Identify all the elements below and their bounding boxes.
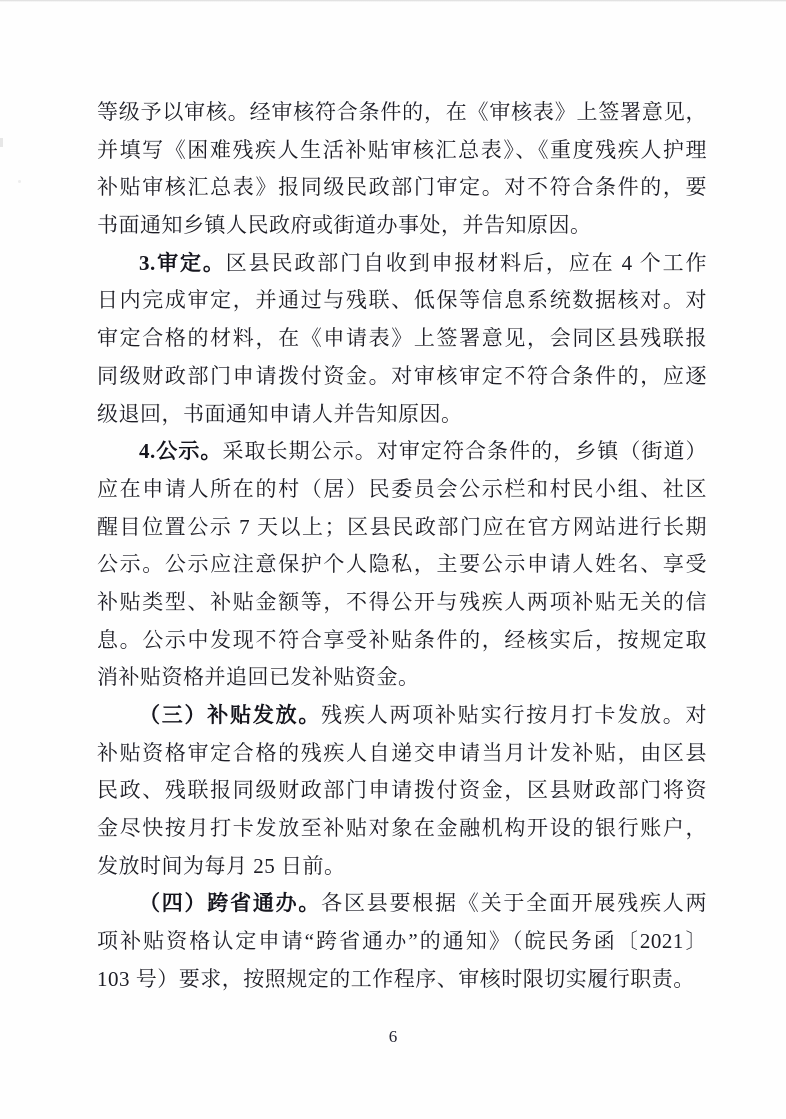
scan-speck: [18, 180, 21, 183]
text-run: 各区县要根据《关于全面开展残疾人两: [321, 891, 708, 916]
bold-label: （三）补贴发放。: [139, 703, 322, 727]
bold-label: 3.审定。: [139, 250, 226, 275]
text-line: [97, 697, 707, 735]
text-line: 书面通知乡镇人民政府或街道办事处，并告知原因。: [97, 213, 592, 238]
text-line: 补贴类型、补贴金额等，不得公开与残疾人两项补贴无关的信: [97, 589, 707, 614]
page-number: 6: [388, 1027, 398, 1046]
text-line: 醒目位置公示 7 天以上；区县民政部门应在官方网站进行长期: [97, 514, 707, 539]
text-line: 公示。公示应注意保护个人隐私，主要公示申请人姓名、享受: [97, 552, 707, 577]
text-line: [97, 433, 707, 471]
text-line: 消补贴资格并追回已发补贴资金。: [97, 665, 420, 690]
paragraph-review: [97, 94, 707, 245]
text-line: [97, 245, 707, 283]
text-line: 同级财政部门申请拨付资金。对审核审定不符合条件的，应逐: [97, 363, 707, 388]
text-line: 金尽快按月打卡发放至补贴对象在金融机构开设的银行账户，: [97, 816, 707, 841]
paragraph-4-gongshi: [97, 433, 707, 697]
text-line: 等级予以审核。经审核符合条件的，在《审核表》上签署意见，: [97, 100, 707, 124]
paragraph-cross-province: [97, 885, 707, 998]
text-line: 应在申请人所在的村（居）民委员会公示栏和村民小组、社区: [97, 476, 707, 501]
paragraph-3-shending: [97, 245, 707, 433]
scan-speck: [0, 138, 3, 147]
text-line: 项补贴资格认定申请“跨省通办”的通知》（皖民务函〔2021〕: [97, 929, 707, 954]
text-line: 103 号）要求，按照规定的工作程序、审核时限切实履行职责。: [97, 966, 695, 991]
text-line: 补贴审核汇总表》报同级民政部门审定。对不符合条件的，要: [97, 175, 707, 200]
bold-label: （四）跨省通办。: [139, 891, 322, 916]
text-line: 并填写《困难残疾人生活补贴审核汇总表》、《重度残疾人护理: [97, 137, 707, 162]
bold-label: 4.公示。: [139, 439, 223, 464]
text-run: 残疾人两项补贴实行按月打卡发放。对: [321, 703, 708, 727]
text-line: 发放时间为每月 25 日前。: [97, 853, 346, 878]
scan-edge-artifact: [0, 0, 786, 2]
text-line: 级退回，书面通知申请人并告知原因。: [97, 401, 463, 426]
text-line: [97, 885, 707, 923]
text-line: 审定合格的材料，在《申请表》上签署意见，会同区县残联报: [97, 326, 707, 351]
text-line: 补贴资格审定合格的残疾人自递交申请当月计发补贴，由区县: [97, 740, 707, 765]
text-line: 日内完成审定，并通过与残联、低保等信息系统数据核对。对: [97, 288, 707, 313]
paragraph-subsidy-payment: [97, 697, 707, 885]
body-text: [97, 94, 707, 999]
text-run: 采取长期公示。对审定符合条件的，乡镇（街道）: [222, 439, 708, 464]
text-run: 区县民政部门自收到申报材料后，应在 4 个工作: [225, 250, 708, 275]
text-line: 息。公示中发现不符合享受补贴条件的，经核实后，按规定取: [97, 627, 707, 652]
text-line: 民政、残联报同级财政部门申请拨付资金，区县财政部门将资: [97, 778, 707, 803]
